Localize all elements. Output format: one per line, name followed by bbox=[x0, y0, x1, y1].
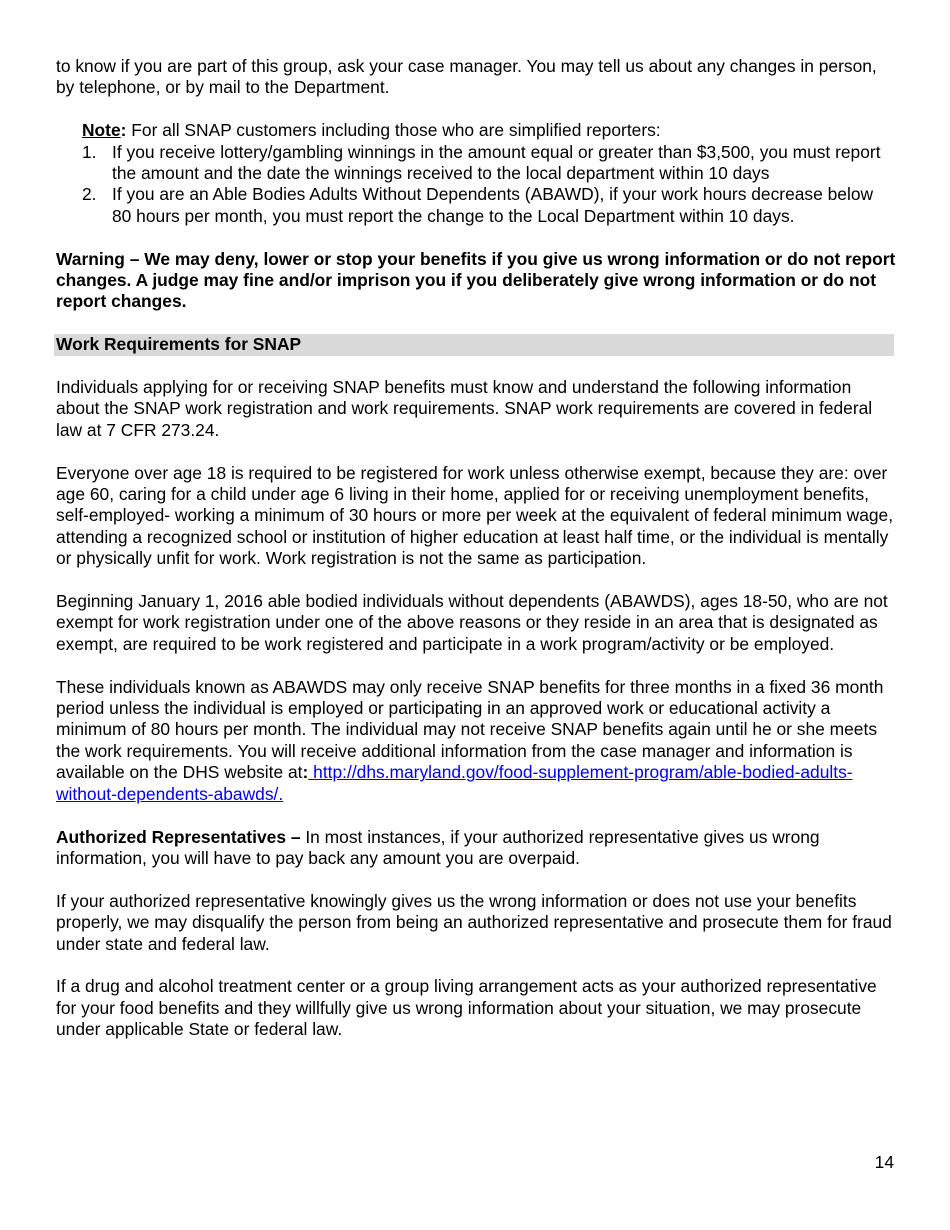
work-req-paragraph-3: Beginning January 1, 2016 able bodied individuals without dependents (ABAWDS), ages 18-50, who are not exempt for work registration under one of the above reasons or they reside in an area that is designated as exempt, are required to be work registered and participate in a work program/activity or be employed. bbox=[56, 591, 888, 654]
note-label: Note bbox=[82, 120, 121, 141]
note-block bbox=[82, 120, 896, 227]
page-number: 14 bbox=[874, 1152, 894, 1172]
section-heading: Work Requirements for SNAP bbox=[54, 334, 894, 355]
work-req-paragraph-4 bbox=[56, 677, 896, 805]
intro-paragraph: to know if you are part of this group, ask your case manager. You may tell us about any changes in person, by telephone, or by mail to the Department. bbox=[56, 56, 877, 98]
list-item bbox=[82, 142, 896, 185]
list-item bbox=[82, 184, 896, 227]
document-page bbox=[56, 56, 896, 1041]
auth-rep-paragraph-3: If a drug and alcohol treatment center or a group living arrangement acts as your authorized representative for your food benefits and they willfully give us wrong information about your situation, we may prosecute under applicable State or federal law. bbox=[56, 976, 877, 1040]
list-item-text: If you receive lottery/gambling winnings in the amount equal or greater than $3,500, you must report the amount and the date the winnings received to the local department within 10 days bbox=[112, 141, 881, 184]
work-req-paragraph-2: Everyone over age 18 is required to be registered for work unless otherwise exempt, because they are: over age 60, caring for a child under age 6 living in their home, applied for or receiving unemployment benefits, self-employed- working a minimum of 30 hours or more per week at the equivalent of federal minimum wage, attending a recognized school or institution of higher education at least half time, or the individual is mentally or physically unfit for work. Work registration is not the same as participation. bbox=[56, 462, 894, 569]
dhs-website-link[interactable]: http://dhs.maryland.gov/food-supplement-program/able-bodied-adults-without-dependents-abawds/. bbox=[56, 762, 853, 804]
auth-rep-label: Authorized Representatives – bbox=[56, 826, 301, 847]
work-req-paragraph-1: Individuals applying for or receiving SNAP benefits must know and understand the following information about the SNAP work registration and work requirements. SNAP work requirements are covered in federal law at 7 CFR 273.24. bbox=[56, 377, 873, 440]
list-item-number: 1. bbox=[82, 141, 97, 162]
website-colon: : bbox=[302, 762, 309, 783]
auth-rep-paragraph-2: If your authorized representative knowingly gives us the wrong information or does not use your benefits properly, we may disqualify the person from being an authorized representative and prosecute them for fraud under state and federal law. bbox=[56, 890, 892, 954]
note-text: For all SNAP customers including those who are simplified reporters: bbox=[126, 120, 661, 141]
warning-paragraph: Warning – We may deny, lower or stop your benefits if you give us wrong information or do not report changes. A judge may fine and/or imprison you if you deliberately give wrong information or do not report changes. bbox=[56, 248, 896, 312]
auth-rep-text: In most instances, if your authorized representative gives us wrong information, you will have to pay back any amount you are overpaid. bbox=[56, 826, 820, 868]
note-intro bbox=[82, 120, 896, 141]
list-item-number: 2. bbox=[82, 184, 97, 205]
note-colon: : bbox=[120, 120, 127, 141]
note-list bbox=[82, 142, 896, 228]
work-req-paragraph-4-text: These individuals known as ABAWDS may only receive SNAP benefits for three months in a fixed 36 month period unless the individual is employed or participating in an approved work or educational activity a minimum of 80 hours per month. The individual may not receive SNAP benefits again until he or she meets the work requirements. You will receive additional information from the case manager and information is available on the DHS website at bbox=[56, 676, 884, 783]
list-item-text: If you are an Able Bodies Adults Without Dependents (ABAWD), if your work hours decrease below 80 hours per month, you must report the change to the Local Department within 10 days. bbox=[112, 184, 874, 226]
auth-rep-paragraph-1 bbox=[56, 827, 896, 870]
